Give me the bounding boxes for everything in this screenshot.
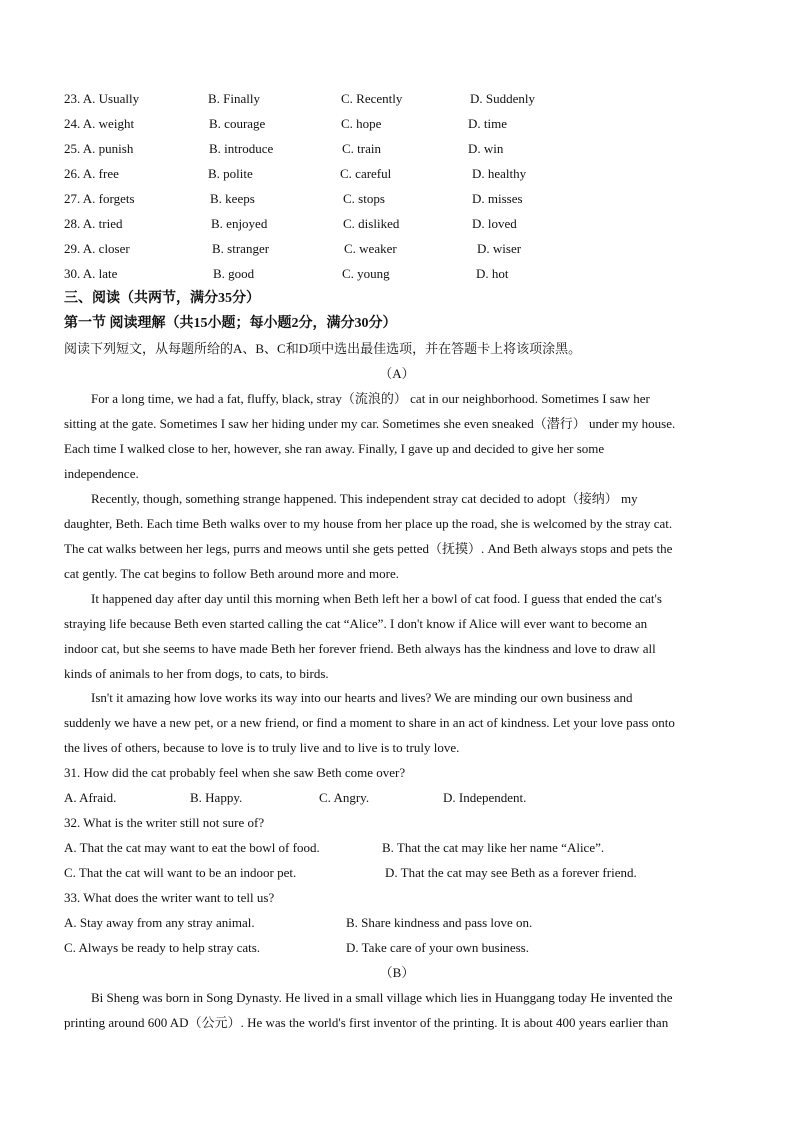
passage-line: indoor cat, but she seems to have made Beth her forever friend. Beth always has the kindness and love to draw all <box>64 641 656 656</box>
option-row <box>0 190 794 208</box>
option-c: C. Recently <box>341 91 403 106</box>
option-c: C. young <box>342 266 390 281</box>
passage-line: daughter, Beth. Each time Beth walks over to my house from her place up the road, she is welcomed by the stray cat. <box>64 516 673 531</box>
option-d: D. wiser <box>477 241 522 256</box>
option-b: B. stranger <box>212 241 270 256</box>
option-d: D. That the cat may see Beth as a forever friend. <box>385 865 637 880</box>
passage-line: Recently, though, something strange happened. This independent stray cat decided to adopt（接纳） my <box>91 491 638 506</box>
question-32-stem: 32. What is the writer still not sure of? <box>64 815 265 830</box>
option-b: B. enjoyed <box>211 216 268 231</box>
passage-line: suddenly we have a new pet, or a new friend, or find a moment to share in an act of kindness. Let your love pass onto <box>64 715 675 730</box>
option-b: B. polite <box>208 166 253 181</box>
option-c: C. stops <box>343 191 385 206</box>
option-b: B. keeps <box>210 191 255 206</box>
option-c: C. disliked <box>343 216 400 231</box>
option-b: B. Share kindness and pass love on. <box>346 915 533 930</box>
option-a: 29. A. closer <box>64 241 130 256</box>
option-c: C. That the cat will want to be an indoor pet. <box>64 865 297 880</box>
option-b: B. introduce <box>209 141 274 156</box>
option-c: C. weaker <box>344 241 397 256</box>
option-d: D. healthy <box>472 166 527 181</box>
option-b: B. courage <box>209 116 266 131</box>
option-d: D. misses <box>472 191 523 206</box>
passage-line: The cat walks between her legs, purrs and meows until she gets petted（抚摸）. And Beth always stops and pets the <box>64 541 673 556</box>
question-32-options <box>0 864 794 882</box>
option-a: 26. A. free <box>64 166 119 181</box>
question-32-options <box>0 839 794 857</box>
option-row <box>0 140 794 158</box>
passage-b-label: （B） <box>379 965 415 980</box>
option-a: 25. A. punish <box>64 141 134 156</box>
option-b: B. That the cat may like her name “Alice”. <box>382 840 605 855</box>
passage-line: Each time I walked close to her, however, she ran away. Finally, I gave up and decided to give her some <box>64 441 605 456</box>
option-a: 23. A. Usually <box>64 91 140 106</box>
passage-line: Bi Sheng was born in Song Dynasty. He lived in a small village which lies in Huanggang today He invented the <box>91 990 673 1005</box>
option-d: D. Suddenly <box>470 91 535 106</box>
question-31-stem: 31. How did the cat probably feel when she saw Beth come over? <box>64 765 406 780</box>
question-33-stem: 33. What does the writer want to tell us? <box>64 890 275 905</box>
question-33-options <box>0 914 794 932</box>
passage-line: For a long time, we had a fat, fluffy, black, stray（流浪的） cat in our neighborhood. Sometimes I saw her <box>91 391 650 406</box>
option-b: B. good <box>213 266 255 281</box>
option-a: A. Stay away from any stray animal. <box>64 915 255 930</box>
option-a: 24. A. weight <box>64 116 135 131</box>
option-b: B. Happy. <box>190 790 243 805</box>
option-d: D. Take care of your own business. <box>346 940 529 955</box>
passage-line: independence. <box>64 466 139 481</box>
option-b: B. Finally <box>208 91 261 106</box>
question-31-options <box>0 789 794 807</box>
section-title: 三、阅读（共两节，满分35分） <box>64 291 260 306</box>
passage-line: kinds of animals to her from dogs, to cats, to birds. <box>64 666 329 681</box>
option-a: 28. A. tried <box>64 216 123 231</box>
option-a: 30. A. late <box>64 266 118 281</box>
passage-line: Isn't it amazing how love works its way into our hearts and lives? We are minding our own business and <box>91 690 633 705</box>
option-c: C. Always be ready to help stray cats. <box>64 940 261 955</box>
option-d: D. loved <box>472 216 517 231</box>
option-a: A. Afraid. <box>64 790 117 805</box>
option-row <box>0 165 794 183</box>
question-33-options <box>0 939 794 957</box>
option-row <box>0 265 794 283</box>
option-c: C. careful <box>340 166 392 181</box>
option-row <box>0 115 794 133</box>
passage-line: printing around 600 AD（公元）. He was the world's first inventor of the printing. It is about 400 years earlier than <box>64 1015 669 1030</box>
passage-line: the lives of others, because to love is to truly live and to live is to truly love. <box>64 740 460 755</box>
option-row <box>0 240 794 258</box>
option-d: D. time <box>468 116 507 131</box>
passage-a-label: （A） <box>379 366 415 381</box>
option-row <box>0 90 794 108</box>
option-c: C. train <box>342 141 381 156</box>
option-row <box>0 215 794 233</box>
passage-line: cat gently. The cat begins to follow Beth around more and more. <box>64 566 400 581</box>
option-d: D. hot <box>476 266 509 281</box>
option-d: D. win <box>468 141 504 156</box>
option-c: C. hope <box>341 116 382 131</box>
option-a: A. That the cat may want to eat the bowl of food. <box>64 840 320 855</box>
passage-line: It happened day after day until this morning when Beth left her a bowl of cat food. I guess that ended the cat's <box>91 591 662 606</box>
option-a: 27. A. forgets <box>64 191 135 206</box>
option-d: D. Independent. <box>443 790 527 805</box>
subsection-title: 第一节 阅读理解（共15小题；每小题2分，满分30分） <box>64 316 397 331</box>
passage-line: sitting at the gate. Sometimes I saw her hiding under my car. Sometimes she even sneaked（潜行） under my house. <box>64 416 676 431</box>
instructions: 阅读下列短文，从每题所给的A、B、C和D项中选出最佳选项，并在答题卡上将该项涂黑。 <box>64 341 582 356</box>
option-c: C. Angry. <box>319 790 370 805</box>
passage-line: straying life because Beth even started calling the cat “Alice”. I don't know if Alice will ever want to become an <box>64 616 648 631</box>
